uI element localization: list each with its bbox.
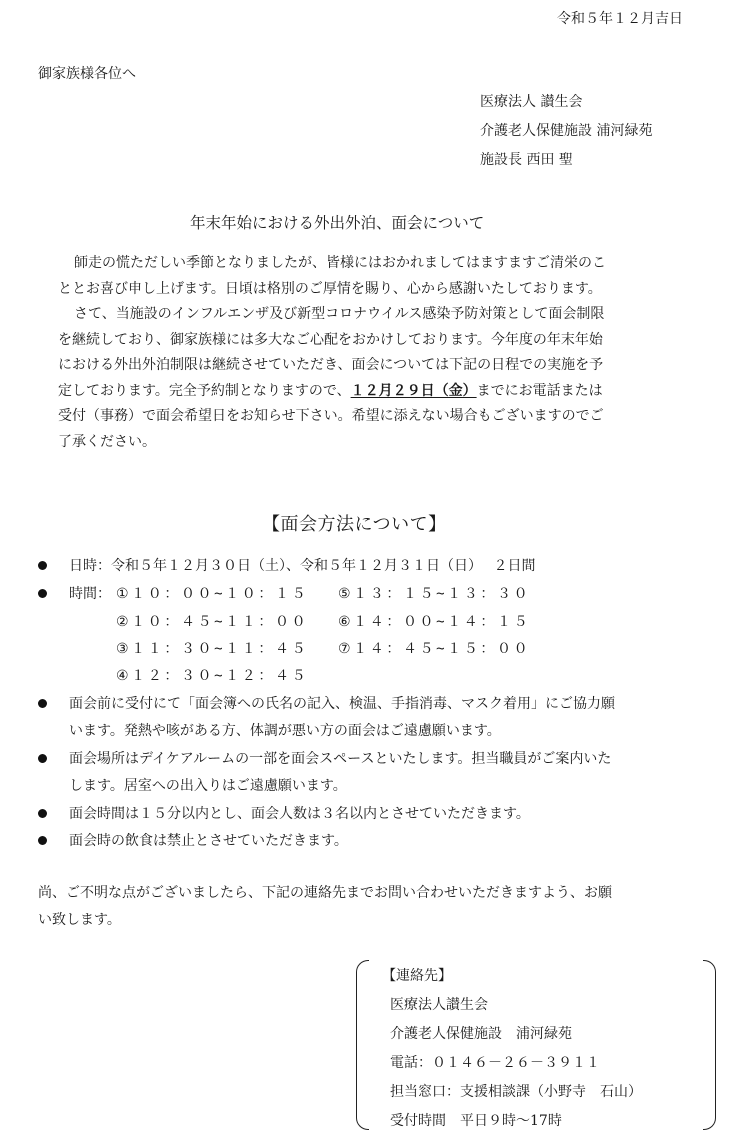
reception-line-2: います。発熱や咳がある方、体調が悪い方の面会はご遠慮願います。 — [69, 723, 501, 739]
food-text: 面会時の飲食は禁止とさせていただきます。 — [69, 833, 348, 849]
sender-facility: 介護老人保健施設 浦河緑苑 — [480, 123, 653, 139]
contact-phone: 電話：０１４６－２６－３９１１ — [390, 1055, 600, 1071]
contact-window: 担当窓口：支援相談課（小野寺 石山） — [390, 1084, 642, 1100]
time-slot-5: ⑤１３：１５~１３：３０ — [338, 586, 531, 602]
time-slot-3: ③１１：３０~１１：４５ — [116, 641, 309, 657]
time-slot-2: ②１０：４５~１１：００ — [116, 614, 309, 630]
closing-line-1: 尚、ご不明な点がございましたら、下記の連絡先までお問い合わせいただきますよう、お願 — [38, 885, 612, 901]
bullet-icon — [38, 589, 47, 598]
section-title: 【面会方法について】 — [262, 514, 447, 535]
document-title: 年末年始における外出外泊、面会について — [190, 214, 485, 232]
notice-line-5: 受付（事務）で面会希望日をお知らせ下さい。希望に添えない場合もございますのでご — [58, 408, 604, 424]
contact-box — [356, 960, 716, 1128]
greeting-line-1: 師走の慌ただしい季節となりましたが、皆様にはおかれましてはますますご清栄のこ — [74, 255, 606, 271]
time-slot-7: ⑦１４：４５~１５：００ — [338, 641, 531, 657]
time-label: 時間： — [69, 586, 111, 602]
time-slot-6: ⑥１４：００~１４：１５ — [338, 614, 531, 630]
closing-line-2: い致します。 — [38, 912, 121, 928]
notice-line-3: における外出外泊制限は継続させていただき、面会については下記の日程での実施を予 — [58, 357, 604, 373]
contact-heading: 【連絡先】 — [382, 968, 452, 984]
place-line-2: します。居室への出入りはご遠慮願います。 — [69, 778, 347, 794]
notice-line-2: を継続しており、御家族様には多大なご心配をおかけしております。今年度の年末年始 — [58, 331, 603, 348]
bullet-icon — [38, 836, 47, 845]
left-bracket — [356, 960, 369, 1130]
recipient: 御家族様各位へ — [38, 66, 136, 82]
notice-line-6: 了承ください。 — [58, 433, 156, 450]
notice-line-4-after: までにお電話または — [476, 382, 603, 399]
sender-org: 医療法人 讃生会 — [480, 94, 583, 110]
contact-facility: 介護老人保健施設 浦河緑苑 — [390, 1026, 572, 1042]
bullet-icon — [38, 699, 47, 708]
notice-paragraph — [58, 302, 698, 455]
notice-line-1: さて、当施設のインフルエンザ及び新型コロナウイルス感染予防対策として面会制限 — [74, 306, 605, 322]
right-bracket — [703, 960, 716, 1130]
duration-text: 面会時間は１５分以内とし、面会人数は３名以内とさせていただきます。 — [69, 806, 530, 822]
sender-director: 施設長 西田 聖 — [480, 152, 573, 168]
bullet-icon — [38, 809, 47, 818]
document-date: 令和５年１２月吉日 — [557, 11, 683, 27]
greeting-paragraph — [58, 251, 698, 302]
contact-lines — [382, 962, 642, 1136]
time-slot-1: ①１０：００~１０：１５ — [116, 586, 309, 602]
reception-line-1: 面会前に受付にて「面会簿への氏名の記入、検温、手指消毒、マスク着用」にご協力願 — [69, 696, 615, 712]
bullet-icon — [38, 561, 47, 570]
notice-line-4-before: 定しております。完全予約制となりますので、 — [58, 382, 351, 399]
bullet-date-text: 日時：令和５年１２月３０日（土）、令和５年１２月３１日（日） ２日間 — [69, 558, 536, 574]
greeting-line-2: ととお喜び申し上げます。日頃は格別のご厚情を賜り、心から感謝いたしております。 — [58, 280, 602, 297]
place-line-1: 面会場所はデイケアルームの一部を面会スペースといたします。担当職員がご案内いた — [69, 751, 612, 767]
deadline-emphasis: １２月２９日（金） — [350, 382, 477, 399]
contact-org: 医療法人讃生会 — [390, 997, 488, 1013]
contact-hours: 受付時間 平日９時～17時 — [390, 1113, 562, 1129]
bullet-icon — [38, 754, 47, 763]
time-slot-4: ④１２：３０~１２：４５ — [116, 668, 309, 684]
notice-line-4 — [58, 379, 698, 405]
